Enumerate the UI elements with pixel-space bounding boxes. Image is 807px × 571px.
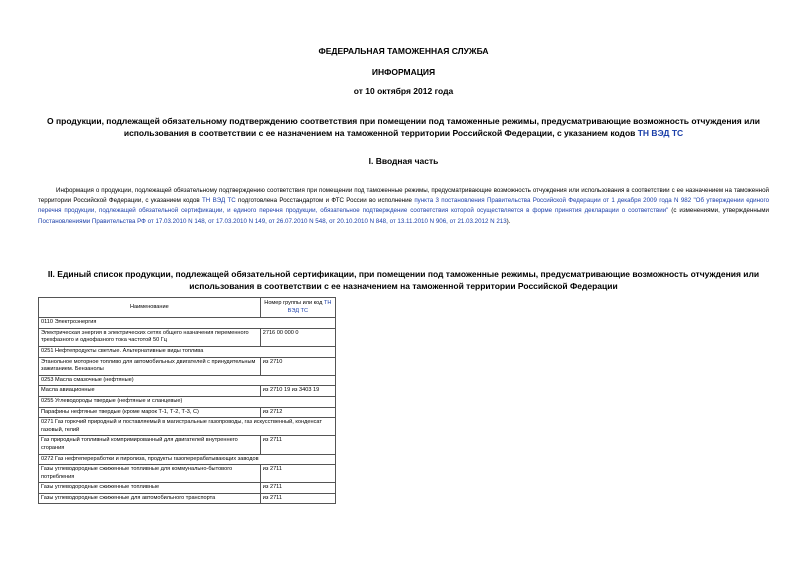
amendments-link[interactable]: Постановлениями Правительства РФ от 17.03.2010 N 148, от 17.03.2010 N 149, от 26.07.2010 N 548, от 20.10.2010 N 848, от 13.11.2010 N 906, от 21.03.2012 N 213 <box>38 217 507 225</box>
code-cell: из 2710 19 из 3403 19 <box>260 386 335 397</box>
section-2-heading: II. Единый список продукции, подлежащей обязательной сертификации, при помещении под таможенные режимы, предусматривающие возможность отчуждения или использования в соответствии с ее назначением на таможенной территории Российской Федерации <box>47 269 760 291</box>
group-cell: 0255 Углеводороды твердые (нефтяные и сланцевые) <box>39 396 336 407</box>
name-cell: Масла авиационные <box>39 386 261 397</box>
name-cell: Газы углеводородные сжиженные для автомобильного транспорта <box>39 493 261 504</box>
name-cell: Парафины нефтяные твердые (кроме марок Т-1, Т-2, Т-3, С) <box>39 407 261 418</box>
resolution-982-link[interactable]: пункта 3 постановления Правительства Российской Федерации от 1 декабря 2009 года N 982 "Об утверждении единого перечня продукции, подлежащей обязательной сертификации, и единого перечня продукции, обязательное подтверждение соответствия которой осуществляется в форме принятия декларации о соответствии" <box>38 197 770 215</box>
name-cell: Газы углеводородные сжиженные топливные <box>39 483 261 494</box>
column-header-name: Наименование <box>39 298 261 318</box>
table-row <box>39 407 336 418</box>
group-cell: 0271 Газ горючий природный и поставляемый в магистральные газопроводы, газ искусственный, конденсат газовый, гелий <box>39 418 336 436</box>
group-cell: 0251 Нефтепродукты светлые. Альтернативные виды топлива <box>39 346 336 357</box>
code-cell: 2716 00 000 0 <box>260 328 335 346</box>
group-cell: 0253 Масла смазочные (нефтяные) <box>39 375 336 386</box>
organization-heading: ФЕДЕРАЛЬНАЯ ТАМОЖЕННАЯ СЛУЖБА <box>318 46 489 56</box>
table-row <box>39 493 336 504</box>
document-type-heading: ИНФОРМАЦИЯ <box>371 67 436 77</box>
section-1-heading: I. Вводная часть <box>368 156 439 166</box>
table-group-row <box>39 454 336 465</box>
intro-text-2: подготовлена Росстандартом и ФТС России во исполнение <box>235 197 415 205</box>
table-row <box>39 328 336 346</box>
table-group-row <box>39 318 336 329</box>
name-cell: Газ природный топливный компримированный для двигателей внутреннего сгорания <box>39 436 261 454</box>
title-tnved-link[interactable]: ТН ВЭД ТС <box>637 128 684 138</box>
table-header-row <box>39 298 336 318</box>
table-row <box>39 483 336 494</box>
document-date: от 10 октября 2012 года <box>353 86 454 96</box>
code-cell: из 2711 <box>260 483 335 494</box>
intro-tnved-link[interactable]: ТН ВЭД ТС <box>202 197 236 205</box>
code-cell: из 2710 <box>260 357 335 375</box>
table-row <box>39 386 336 397</box>
table-row <box>39 436 336 454</box>
table-row <box>39 357 336 375</box>
name-cell: Электрическая энергия в электрических сетях общего назначения переменного трехфазного и однофазного тока частотой 50 Гц <box>39 328 261 346</box>
code-cell: из 2711 <box>260 493 335 504</box>
table-group-row <box>39 396 336 407</box>
document-title-text: О продукции, подлежащей обязательному подтверждению соответствия при помещении под таможенные режимы, предусматривающие возможность отчуждения или использования в соответствии с ее назначением на таможенной территории Российской Федерации, с указанием кодов <box>47 116 760 138</box>
intro-paragraph <box>38 186 769 227</box>
intro-text-4: ). <box>506 217 511 225</box>
table-row <box>39 465 336 483</box>
name-cell: Газы углеводородные сжиженные топливные для коммунально-бытового потребления <box>39 465 261 483</box>
name-cell: Этанольное моторное топливо для автомобильных двигателей с принудительным зажиганием. Бензанолы <box>39 357 261 375</box>
table-group-row <box>39 375 336 386</box>
intro-text-1: Информация о продукции, подлежащей обязательному подтверждению соответствия при помещении под таможенные режимы, предусматривающие возможность отчуждения или использования в соответствии с ее назначением на таможенной территории Российской Федерации, с указанием кодов <box>38 187 769 205</box>
code-cell: из 2711 <box>260 465 335 483</box>
table-group-row <box>39 418 336 436</box>
table-group-row <box>39 346 336 357</box>
group-cell: 0110 Электроэнергия <box>39 318 336 329</box>
group-cell: 0272 Газ нефтепереработки и пиролиза, продукты газоперерабатывающих заводов <box>39 454 336 465</box>
document-title <box>30 115 777 139</box>
column-header-code <box>260 298 335 318</box>
column-header-tnved-link[interactable]: ТН ВЭД ТС <box>287 300 332 314</box>
code-cell: из 2711 <box>260 436 335 454</box>
code-cell: из 2712 <box>260 407 335 418</box>
intro-text-3: (с изменениями, утвержденными <box>668 207 769 215</box>
column-header-code-text: Номер группы или код <box>264 300 324 306</box>
product-list-table <box>38 297 336 504</box>
